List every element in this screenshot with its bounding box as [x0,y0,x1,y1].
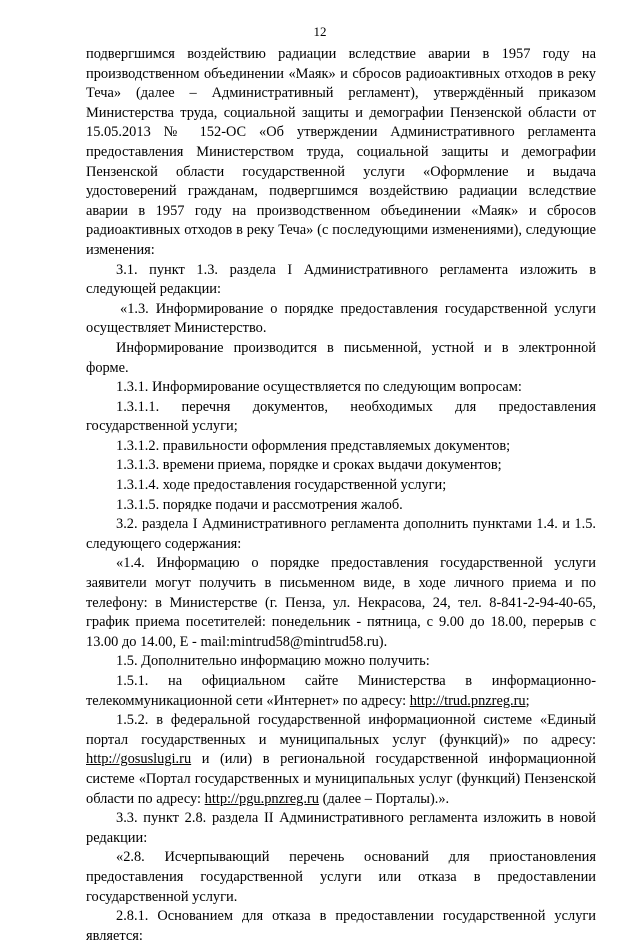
paragraph-1-5-1-text: 1.5.1. на официальном сайте Министерства в информационно-телекоммуникационной сети «Интернет» по адресу: [86,673,596,709]
paragraph-1-5-1 [86,672,596,711]
document-body [86,45,596,946]
paragraph-1-3-1: 1.3.1. Информирование осуществляется по следующим вопросам: [116,379,522,396]
trud-site-link[interactable]: http://trud.pnzreg.ru [409,692,526,709]
paragraph-1-5-2-end: (далее – Порталы).». [318,790,450,807]
paragraph-2-8: «2.8. Исчерпывающий перечень оснований для приостановления предоставления государственной услуги или отказа в предоставлении государственной услуги. [86,849,596,905]
paragraph-1-3-1-4: 1.3.1.4. ходе предоставления государственной услуги; [116,477,447,494]
paragraph-3-2: 3.2. раздела I Административного регламента дополнить пунктами 1.4. и 1.5. следующего содержания: [86,516,596,552]
paragraph-1-5: 1.5. Дополнительно информацию можно получить: [116,653,430,670]
paragraph-1-5-2-middle: и (или) в региональной государственной информационной системе «Портал государственных и муниципальных услуг (функций) Пензенской области по адресу: [86,751,596,807]
paragraph-1-5-2 [86,711,596,809]
page-number: 12 [313,24,327,39]
paragraph-informing-forms: Информирование производится в письменной, устной и в электронной форме. [86,339,596,376]
gosuslugi-link[interactable]: http://gosuslugi.ru [86,751,192,768]
paragraph-intro: подвергшимся воздействию радиации вследствие аварии в 1957 году на производственном объединении «Маяк» и сбросов радиоактивных отходов в реку Теча» (далее – Административный регламент), утверждённый приказом Министерства труда, социальной защиты и демографии Пензенской области от 15.05.2013 № 152-ОС «Об утверждении Административного регламента предоставления Министерством труда, социальной защиты и демографии Пензенской области государственной услуги «Оформление и выдача удостоверений гражданам, подвергшимся воздействию радиации вследствие аварии в 1957 году на производственном объединении «Маяк» и сбросов радиоактивных отходов в реку Теча» (с последующими изменениями), следующие изменения: [86,46,596,258]
paragraph-1-4: «1.4. Информацию о порядке предоставления государственной услуги заявители могут получить в письменном виде, в ходе личного приема и по телефону: в Министерстве (г. Пенза, ул. Некрасова, 24, тел. 8-841-2-94-40-65, график приема посетителей: понедельник - пятница, с 9.00 до 18.00, перерыв с 13.00 до 14.00, E - mail:mintrud58@mintrud58.ru). [86,555,596,650]
paragraph-1-5-2-text: 1.5.2. в федеральной государственной информационной системе «Единый портал государственных и муниципальных услуг (функций)» по адресу: [86,712,596,748]
paragraph-1-3-1-5: 1.3.1.5. порядке подачи и рассмотрения жалоб. [116,496,403,513]
paragraph-2-8-1: 2.8.1. Основанием для отказа в предоставлении государственной услуги является: [86,908,596,944]
paragraph-1-3-1-1: 1.3.1.1. перечня документов, необходимых для предоставления государственной услуги; [86,398,596,435]
paragraph-3-3: 3.3. пункт 2.8. раздела II Административного регламента изложить в новой редакции: [86,810,596,846]
paragraph-1-3-1-2: 1.3.1.2. правильности оформления представляемых документов; [116,437,511,454]
paragraph-1-3-1-3: 1.3.1.3. времени приема, порядке и сроках выдачи документов; [116,457,502,474]
pgu-portal-link[interactable]: http://pgu.pnzreg.ru [204,790,319,807]
paragraph-1-3: «1.3. Информирование о порядке предоставления государственной услуги осуществляет Министерство. [86,300,596,337]
paragraph-1-5-1-end: ; [525,692,530,709]
paragraph-3-1: 3.1. пункт 1.3. раздела I Административного регламента изложить в следующей редакции: [86,261,596,298]
